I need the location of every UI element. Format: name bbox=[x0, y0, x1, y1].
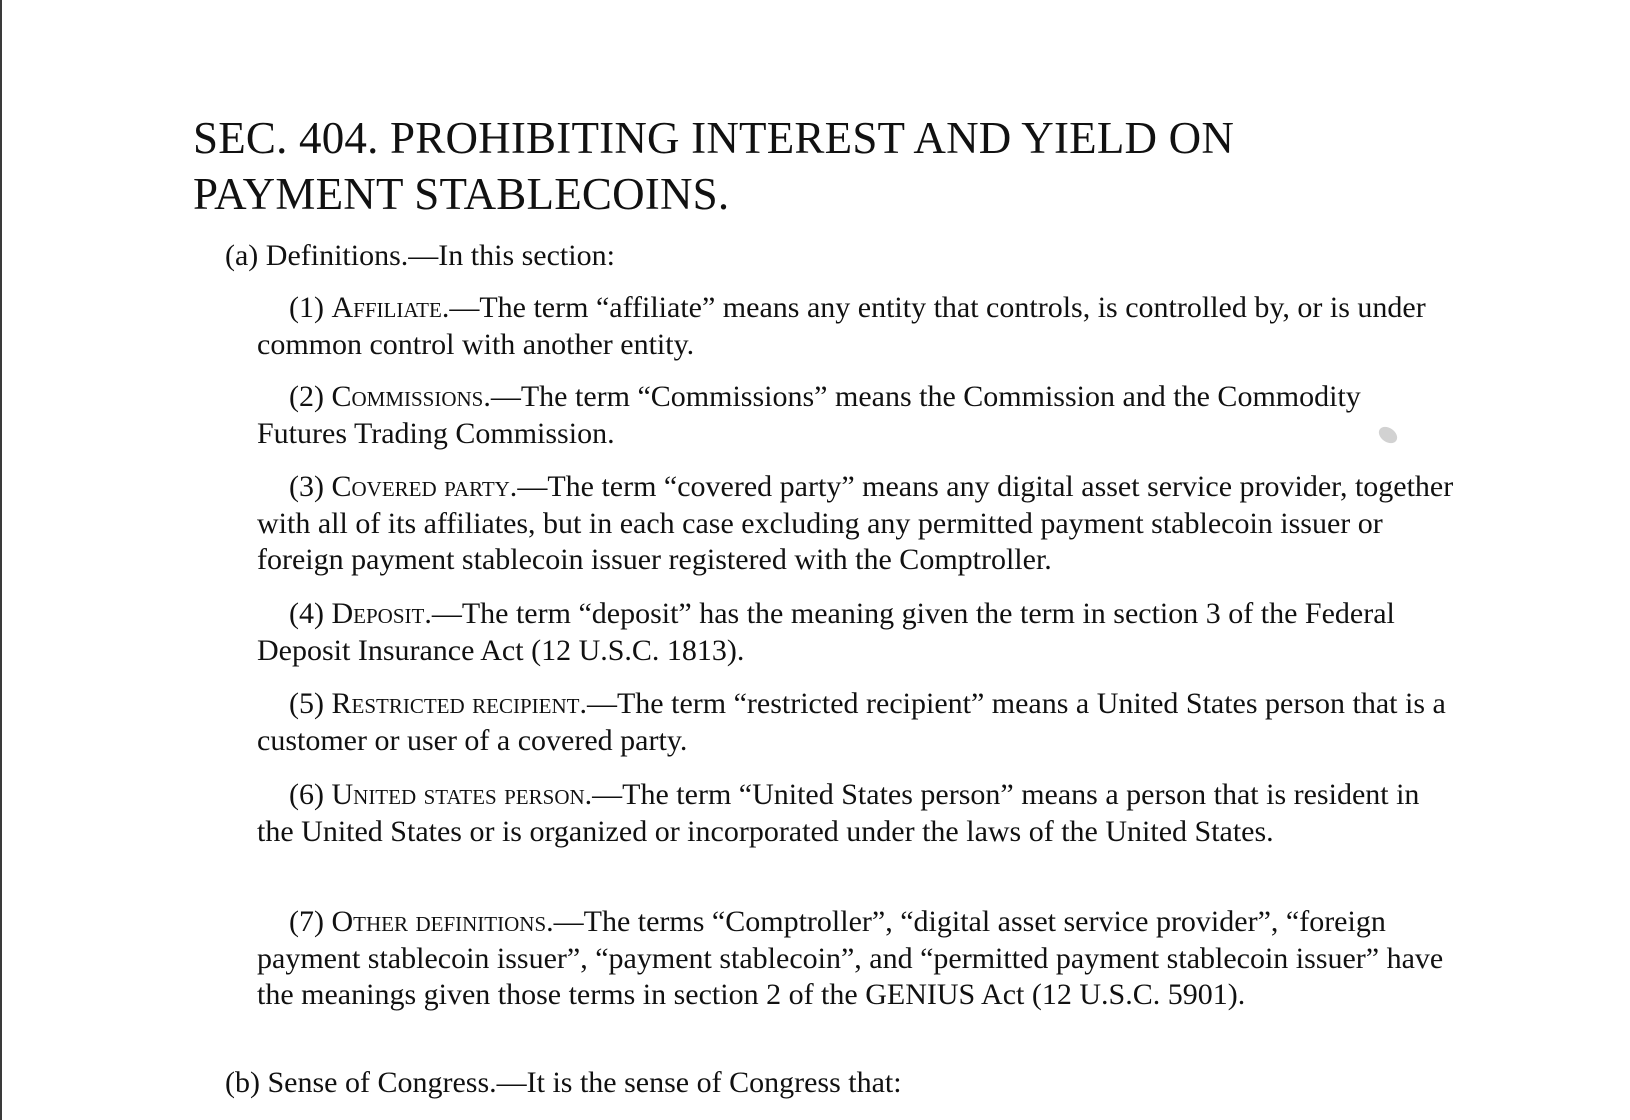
definition-text: —The term “Commissions” means the Commission and the Commodity Futures Trading Commission. bbox=[257, 380, 1361, 450]
definition-term: Restricted recipient. bbox=[331, 687, 587, 720]
definition-number: (2) bbox=[289, 380, 332, 413]
definition-text: —The term “affiliate” means any entity that controls, is controlled by, or is under common control with another entity. bbox=[257, 291, 1426, 361]
page-left-border bbox=[0, 0, 2, 1120]
definition-number: (1) bbox=[289, 291, 332, 324]
definition-number: (5) bbox=[289, 687, 332, 720]
definition-term: Other definitions. bbox=[331, 905, 554, 938]
subsection-a-heading: (a) Definitions.—In this section: bbox=[225, 239, 615, 272]
definition-restricted-recipient bbox=[257, 686, 1457, 759]
definition-term: Deposit. bbox=[331, 597, 432, 630]
definition-number: (3) bbox=[289, 470, 332, 503]
definition-other-definitions bbox=[257, 904, 1457, 1014]
definition-deposit bbox=[257, 596, 1457, 669]
subsection-b-heading: (b) Sense of Congress.—It is the sense of Congress that: bbox=[225, 1066, 902, 1099]
definition-text: —The term “covered party” means any digital asset service provider, together with all of its affiliates, but in each case excluding any permitted payment stablecoin issuer or foreign payment stablecoin issuer registered with the Comptroller. bbox=[257, 470, 1454, 576]
definition-term: Commissions. bbox=[331, 380, 491, 413]
definition-text: —The term “deposit” has the meaning given the term in section 3 of the Federal Deposit Insurance Act (12 U.S.C. 1813). bbox=[257, 597, 1395, 667]
definition-text: —The term “restricted recipient” means a United States person that is a customer or user of a covered party. bbox=[257, 687, 1446, 757]
definition-term: Covered party. bbox=[331, 470, 518, 503]
definition-text: —The terms “Comptroller”, “digital asset service provider”, “foreign payment stablecoin issuer”, “payment stablecoin”, and “permitted payment stablecoin issuer” have the meanings given those terms in section 2 of the GENIUS Act (12 U.S.C. 5901). bbox=[257, 905, 1444, 1011]
definition-number: (6) bbox=[289, 778, 332, 811]
definition-commissions bbox=[257, 379, 1457, 452]
definition-covered-party bbox=[257, 469, 1457, 579]
definition-united-states-person bbox=[257, 777, 1457, 850]
definition-affiliate bbox=[257, 290, 1457, 363]
definition-term: Affiliate. bbox=[331, 291, 450, 324]
section-heading: SEC. 404. PROHIBITING INTEREST AND YIELD ON PAYMENT STABLECOINS. bbox=[193, 113, 1235, 219]
definition-text: —The term “United States person” means a person that is resident in the United States or is organized or incorporated under the laws of the United States. bbox=[257, 778, 1420, 848]
definition-number: (4) bbox=[289, 597, 332, 630]
definition-number: (7) bbox=[289, 905, 332, 938]
definition-term: United states person. bbox=[331, 778, 593, 811]
